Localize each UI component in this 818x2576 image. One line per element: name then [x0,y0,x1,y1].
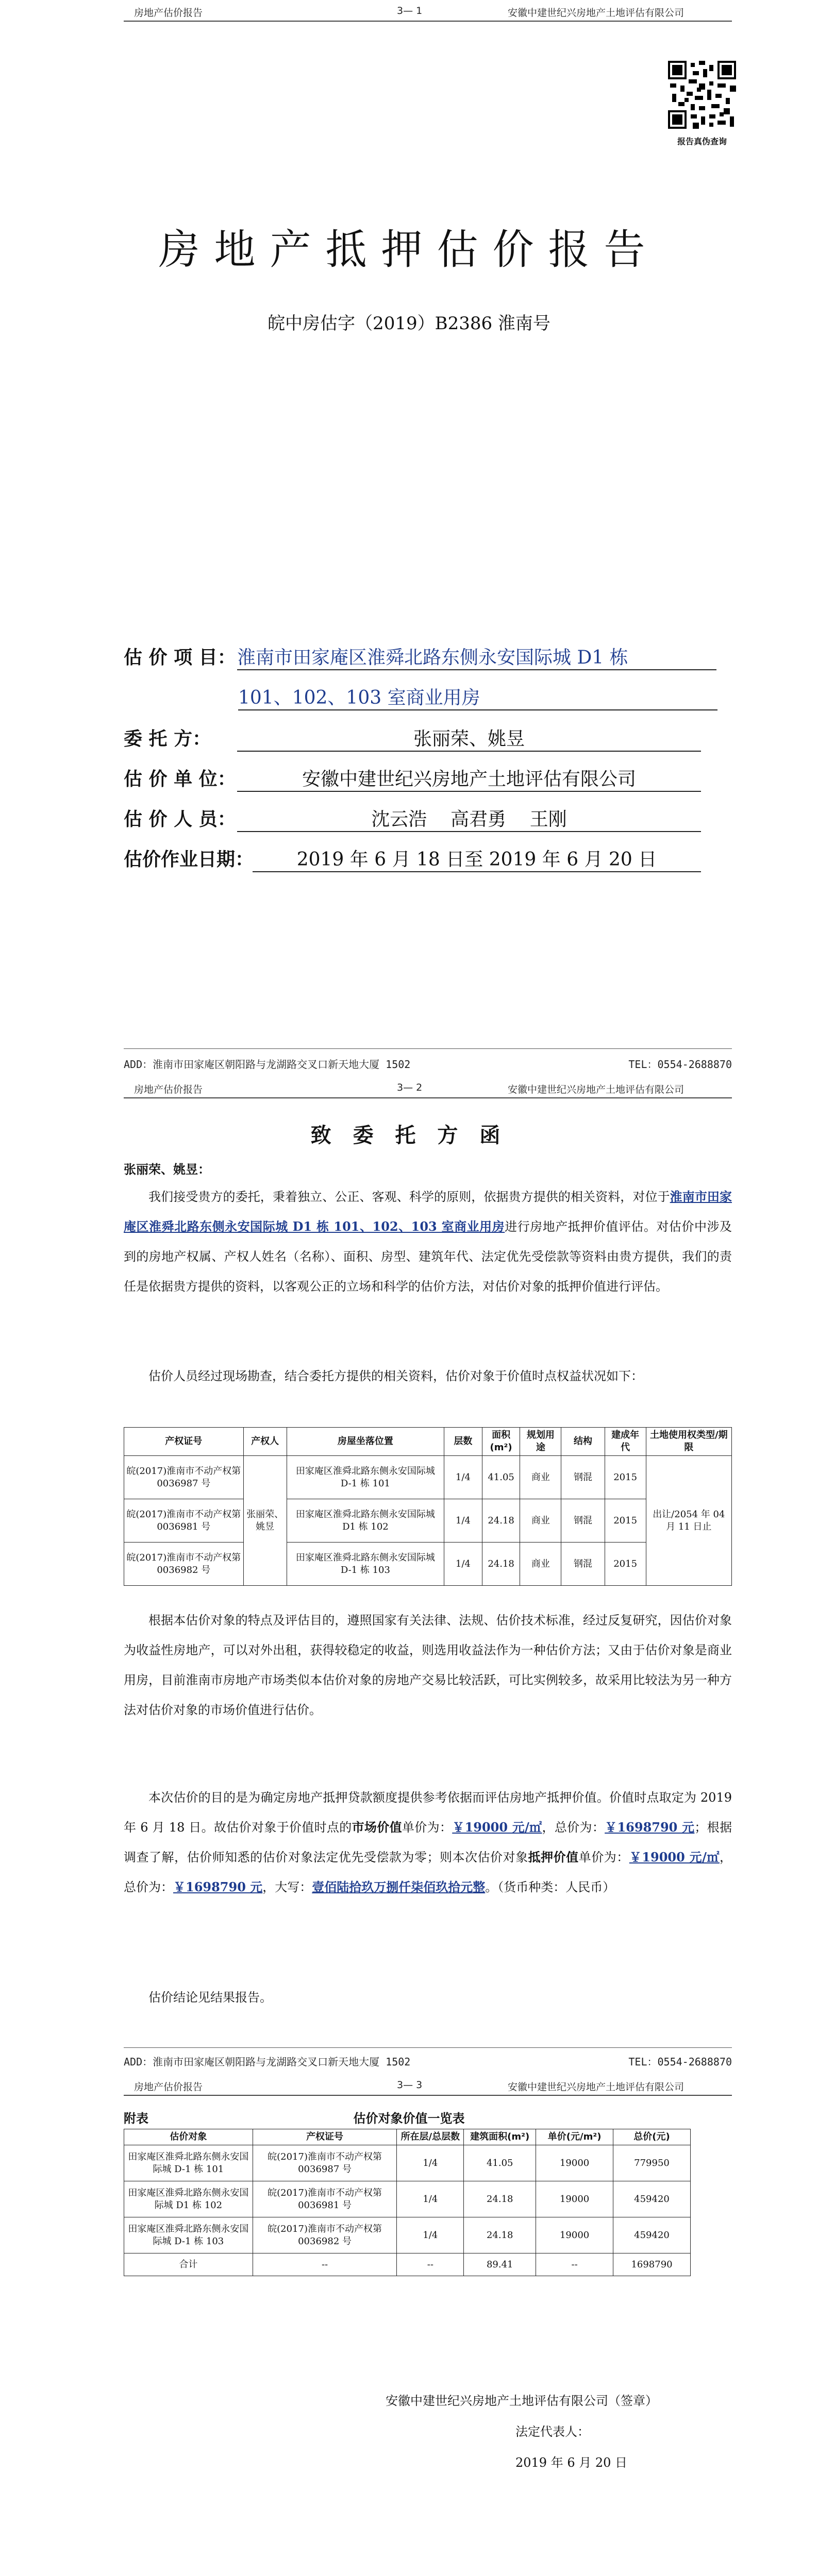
header-left: 房地产估价报告 [134,1084,203,1095]
p4-text: 单价为： [578,1850,629,1865]
legal-representative: 法定代表人： [515,2425,590,2439]
cell-year: 2015 [605,1456,646,1499]
client-label: 委 托 方： [124,728,211,750]
table-sum-row [124,2253,691,2276]
col-header: 房屋坐落位置 [287,1428,444,1456]
market-unit-price: ￥19000 元/㎡ [452,1820,542,1835]
table-row [124,1499,732,1543]
col-header: 建成年代 [605,1428,646,1456]
info-row-client [124,724,701,752]
letter-paragraph-4 [124,1783,732,1902]
p1-text-a: 我们接受贵方的委托，秉着独立、公正、客观、科学的原则，依据贵方提供的相关资料，对位于 [148,1190,670,1204]
header-page-number: 3— 1 [397,5,423,16]
cell-unit-price: 19000 [536,2217,613,2253]
footer-rule [124,1048,732,1049]
header-company: 安徽中建世纪兴房地产土地评估有限公司 [508,7,685,19]
info-row-appraisers [124,805,701,832]
qr-caption: 报告真伪查询 [677,137,727,146]
property-rights-table [124,1427,732,1586]
market-total-price: ￥1698790 元 [605,1820,695,1835]
header-page-number: 3— 3 [397,2079,423,2091]
qr-code-icon [668,61,736,129]
cell-structure: 钢混 [561,1456,605,1499]
footer-tel: TEL：0554-2688870 [628,1058,732,1071]
col-header: 产权证号 [124,1428,244,1456]
signature-date: 2019 年 6 月 20 日 [515,2455,628,2470]
item-label: 估 价 项 目： [124,647,236,668]
cell-structure: 钢混 [561,1499,605,1543]
item-value-line1: 淮南市田家庵区淮舜北路东侧永安国际城 D1 栋 [237,643,716,670]
p4-text: ；根据调查了解，估价师知悉的估价对象法定优先受偿款为零；则本次估价对象 [124,1820,732,1865]
report-number: 皖中房估字（2019）B2386 淮南号 [268,313,550,334]
col-header: 面积(m²) [482,1428,520,1456]
cell-sum-label: 合计 [124,2253,253,2276]
info-row-date [124,845,701,872]
cell-area: 24.18 [464,2181,536,2217]
table-row [124,2217,691,2253]
letter-paragraph-3: 根据本估价对象的特点及评估目的，遵照国家有关法律、法规、估价技术标准，经过反复研究，因估价对象为收益性房地产，可以对外出租，获得较稳定的收益，则选用收益法作为一种估价方法；又由于估价对象是商业用房，目前淮南市房地产市场类似本估价对象的房地产交易比较活跃，可比实例较多，故采用比较法为另一种方法对估价对象的市场价值进行估价。 [124,1613,732,1717]
footer [124,1056,732,1071]
footer-rule [124,2047,732,2048]
cell-total: 459420 [613,2181,691,2217]
cell-area: 24.18 [482,1499,520,1543]
appraiser-label: 估 价 人 员： [124,809,236,830]
info-row-item [124,643,716,670]
cell-use: 商业 [520,1543,561,1586]
cell-cert: 皖(2017)淮南市不动产权第 0036982 号 [124,1543,244,1586]
cell-area: 41.05 [482,1456,520,1499]
col-header: 所在层/总层数 [397,2129,464,2145]
date-value: 2019 年 6 月 18 日至 2019 年 6 月 20 日 [253,845,701,872]
cell-floor: 1/4 [397,2217,464,2253]
p1-property-address: 淮南市田家庵区淮舜北路东侧永安国际城 D1 栋 101、102、103 室商业用房 [124,1189,732,1234]
cell-unit-price: -- [536,2253,613,2276]
cell-total: 1698790 [613,2253,691,2276]
cell-cert: 皖(2017)淮南市不动产权第 0036981 号 [124,1499,244,1543]
cell-cert: 皖(2017)淮南市不动产权第 0036987 号 [253,2145,397,2181]
cell-area: 24.18 [482,1543,520,1586]
cell-cert: -- [253,2253,397,2276]
cell-year: 2015 [605,1543,646,1586]
cell-object: 田家庵区淮舜北路东侧永安国际城 D-1 栋 101 [124,2145,253,2181]
info-row-item-cont [238,683,717,710]
p4-text: 本次估价的目的是为确定房地产抵押贷款额度提供参考依据而评估房地产抵押价值。价值时点取定为 2019 年 6 月 18 日。故估价对象于价值时点的 [124,1790,732,1835]
cell-location: 田家庵区淮舜北路东侧永安国际城 D-1 栋 101 [287,1456,444,1499]
cell-structure: 钢混 [561,1543,605,1586]
cell-floor: 1/4 [444,1543,482,1586]
col-header: 估价对象 [124,2129,253,2145]
header-page-number: 3— 2 [397,1082,423,1093]
cell-area: 24.18 [464,2217,536,2253]
col-header: 建筑面积(m²) [464,2129,536,2145]
mortgage-total-price: ￥1698790 元 [173,1879,263,1894]
header-rule [124,1097,732,1098]
appraiser-org-label: 估 价 单 位： [124,769,236,790]
appraiser-org-value: 安徽中建世纪兴房地产土地评估有限公司 [237,765,701,792]
footer [124,2054,732,2069]
header-rule [124,21,732,22]
p1-text-c: 进行房地产抵押价值评估。对估价中涉及到的房地产权属、产权人姓名（名称）、面积、房型、建筑年代、法定优先受偿款等资料由贵方提供，我们的责任是依据贵方提供的资料，以客观公正的立场和科学的估价方法，对估价对象的抵押价值进行评估。 [124,1219,732,1294]
cell-area: 89.41 [464,2253,536,2276]
col-header: 单价(元/m²) [536,2129,613,2145]
cell-location: 田家庵区淮舜北路东侧永安国际城 D1 栋 102 [287,1499,444,1543]
cell-floor: 1/4 [397,2181,464,2217]
letter-paragraph-1 [124,1182,732,1301]
cell-unit-price: 19000 [536,2145,613,2181]
cell-year: 2015 [605,1499,646,1543]
cell-cert: 皖(2017)淮南市不动产权第 0036987 号 [124,1456,244,1499]
cell-floor: 1/4 [444,1456,482,1499]
value-summary-table [124,2129,691,2276]
date-label: 估价作业日期： [124,849,254,870]
col-header: 产权人 [243,1428,287,1456]
cell-use: 商业 [520,1456,561,1499]
attachment-label: 附表 [124,2111,148,2126]
info-row-org [124,765,701,792]
letter-title: 致 委 托 方 函 [310,1124,508,1147]
col-header: 产权证号 [253,2129,397,2145]
cell-location: 田家庵区淮舜北路东侧永安国际城 D-1 栋 103 [287,1543,444,1586]
cell-cert: 皖(2017)淮南市不动产权第 0036981 号 [253,2181,397,2217]
col-header: 结构 [561,1428,605,1456]
cell-floor: 1/4 [444,1499,482,1543]
cell-unit-price: 19000 [536,2181,613,2217]
cell-floor: 1/4 [397,2145,464,2181]
col-header: 规划用途 [520,1428,561,1456]
cell-area: 41.05 [464,2145,536,2181]
header-left: 房地产估价报告 [134,2081,203,2093]
header-company: 安徽中建世纪兴房地产土地评估有限公司 [508,2081,685,2093]
header-company: 安徽中建世纪兴房地产土地评估有限公司 [508,1084,685,1095]
col-header: 层数 [444,1428,482,1456]
p4-market-value-label: 市场价值 [352,1820,402,1835]
col-header: 总价(元) [613,2129,691,2145]
footer-address: ADD：淮南市田家庵区朝阳路与龙湖路交叉口新天地大厦 1502 [124,2056,411,2068]
cell-floor: -- [397,2253,464,2276]
p4-text: ，大写： [262,1880,312,1894]
report-title: 房地产抵押估价报告 [158,226,660,274]
cell-land-right: 出让/2054 年 04 月 11 日止 [646,1456,731,1586]
cell-cert: 皖(2017)淮南市不动产权第 0036982 号 [253,2217,397,2253]
cell-object: 田家庵区淮舜北路东侧永安国际城 D1 栋 102 [124,2181,253,2217]
table-row [124,1456,732,1499]
table-row [124,2145,691,2181]
cell-object: 田家庵区淮舜北路东侧永安国际城 D-1 栋 103 [124,2217,253,2253]
cell-total: 459420 [613,2217,691,2253]
table-header-row [124,2129,691,2145]
col-header: 土地使用权类型/期限 [646,1428,731,1456]
cell-owner: 张丽荣、姚昱 [243,1456,287,1586]
company-signature: 安徽中建世纪兴房地产土地评估有限公司（签章） [386,2394,658,2408]
appraiser-value: 沈云浩 高君勇 王刚 [237,805,701,832]
mortgage-total-uppercase: 壹佰陆拾玖万捌仟柒佰玖拾元整 [312,1879,486,1894]
table-row [124,1543,732,1586]
header-left: 房地产估价报告 [134,7,203,19]
cell-total: 779950 [613,2145,691,2181]
p4-mortgage-value-label: 抵押价值 [528,1850,579,1865]
p4-text: ，总价为： [124,1850,732,1894]
p4-text: 。（货币种类：人民币） [485,1880,615,1894]
value-table-title: 估价对象价值一览表 [353,2111,465,2126]
letter-paragraph-2: 估价人员经过现场勘查，结合委托方提供的相关资料，估价对象于价值时点权益状况如下： [148,1369,643,1383]
client-value: 张丽荣、姚昱 [237,724,701,752]
header-rule [124,2095,732,2096]
table-header-row [124,1428,732,1456]
footer-address: ADD：淮南市田家庵区朝阳路与龙湖路交叉口新天地大厦 1502 [124,1058,411,1071]
item-value-line2: 101、102、103 室商业用房 [238,683,717,710]
cell-use: 商业 [520,1499,561,1543]
footer-tel: TEL：0554-2688870 [628,2056,732,2068]
table-row [124,2181,691,2217]
mortgage-unit-price: ￥19000 元/㎡ [629,1850,720,1865]
letter-paragraph-5: 估价结论见结果报告。 [148,1990,272,2005]
p4-text: ，总价为： [542,1820,605,1835]
p4-text: 单价为： [402,1820,453,1835]
salutation: 张丽荣、姚昱： [124,1162,210,1177]
